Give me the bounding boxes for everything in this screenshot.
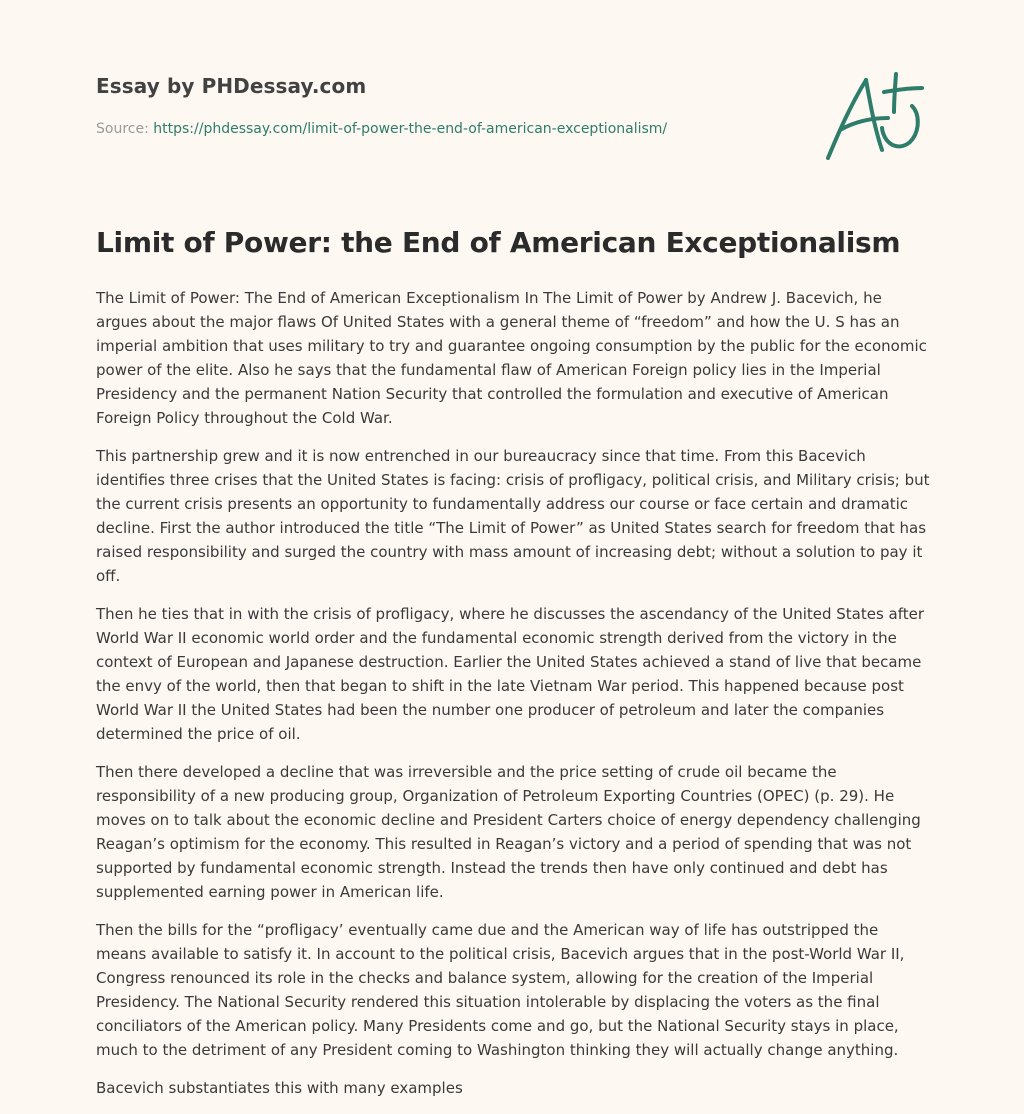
site-title: Essay by PHDessay.com [96, 74, 367, 98]
page-header [96, 74, 796, 137]
a-plus-logo-icon [822, 68, 928, 164]
source-link[interactable]: https://phdessay.com/limit-of-power-the-end-of-american-exceptionalism/ [153, 121, 668, 137]
essay-paragraph: Then the bills for the “profligacy’ eventually came due and the American way of life has outstripped the means available to satisfy it. In account to the political crisis, Bacevich argues that in the post-World War II, Congress renounced its role in the checks and balance system, allowing for the creation of the Imperial Presidency. The National Security rendered this situation intolerable by displacing the voters as the final conciliators of the American policy. Many Presidents come and go, but the National Security stays in place, much to the detriment of any President coming to Washington thinking they will actually change anything. [96, 921, 905, 1059]
essay-paragraph: Bacevich substantiates this with many examples [96, 1079, 463, 1097]
essay-paragraph: This partnership grew and it is now entrenched in our bureaucracy since that time. From this Bacevich identifies three crises that the United States is facing: crisis of profligacy, political crisis, and Military crisis; but the current crisis presents an opportunity to fundamentally address our course or face certain and dramatic decline. First the author introduced the title “The Limit of Power” as United States search for freedom that has raised responsibility and surged the country with mass amount of increasing debt; without a solution to pay it off. [96, 447, 930, 585]
essay-title: Limit of Power: the End of American Exceptionalism [96, 226, 901, 259]
source-line [96, 121, 796, 137]
essay-paragraph: Then there developed a decline that was irreversible and the price setting of crude oil became the responsibility of a new producing group, Organization of Petroleum Exporting Countries (OPEC) (p. 29). He moves on to talk about the economic decline and President Carters choice of energy dependency challenging Reagan’s optimism for the economy. This resulted in Reagan’s victory and a period of spending that was not supported by fundamental economic strength. Instead the trends then have only continued and debt has supplemented earning power in American life. [96, 763, 921, 901]
essay-paragraph: The Limit of Power: The End of American Exceptionalism In The Limit of Power by Andrew J. Bacevich, he argues about the major flaws Of United States with a general theme of “freedom” and how the U. S has an imperial ambition that uses military to try and guarantee ongoing consumption by the public for the economic power of the elite. Also he says that the fundamental flaw of American Foreign policy lies in the Imperial Presidency and the permanent Nation Security that controlled the formulation and executive of American Foreign Policy throughout the Cold War. [96, 289, 927, 427]
source-label: Source: [96, 121, 149, 137]
essay-body [96, 286, 932, 1114]
essay-paragraph: Then he ties that in with the crisis of profligacy, where he discusses the ascendancy of the United States after World War II economic world order and the fundamental economic strength derived from the victory in the context of European and Japanese destruction. Earlier the United States achieved a stand of live that became the envy of the world, then that began to shift in the late Vietnam War period. This happened because post World War II the United States had been the number one producer of petroleum and later the companies determined the price of oil. [96, 605, 925, 743]
